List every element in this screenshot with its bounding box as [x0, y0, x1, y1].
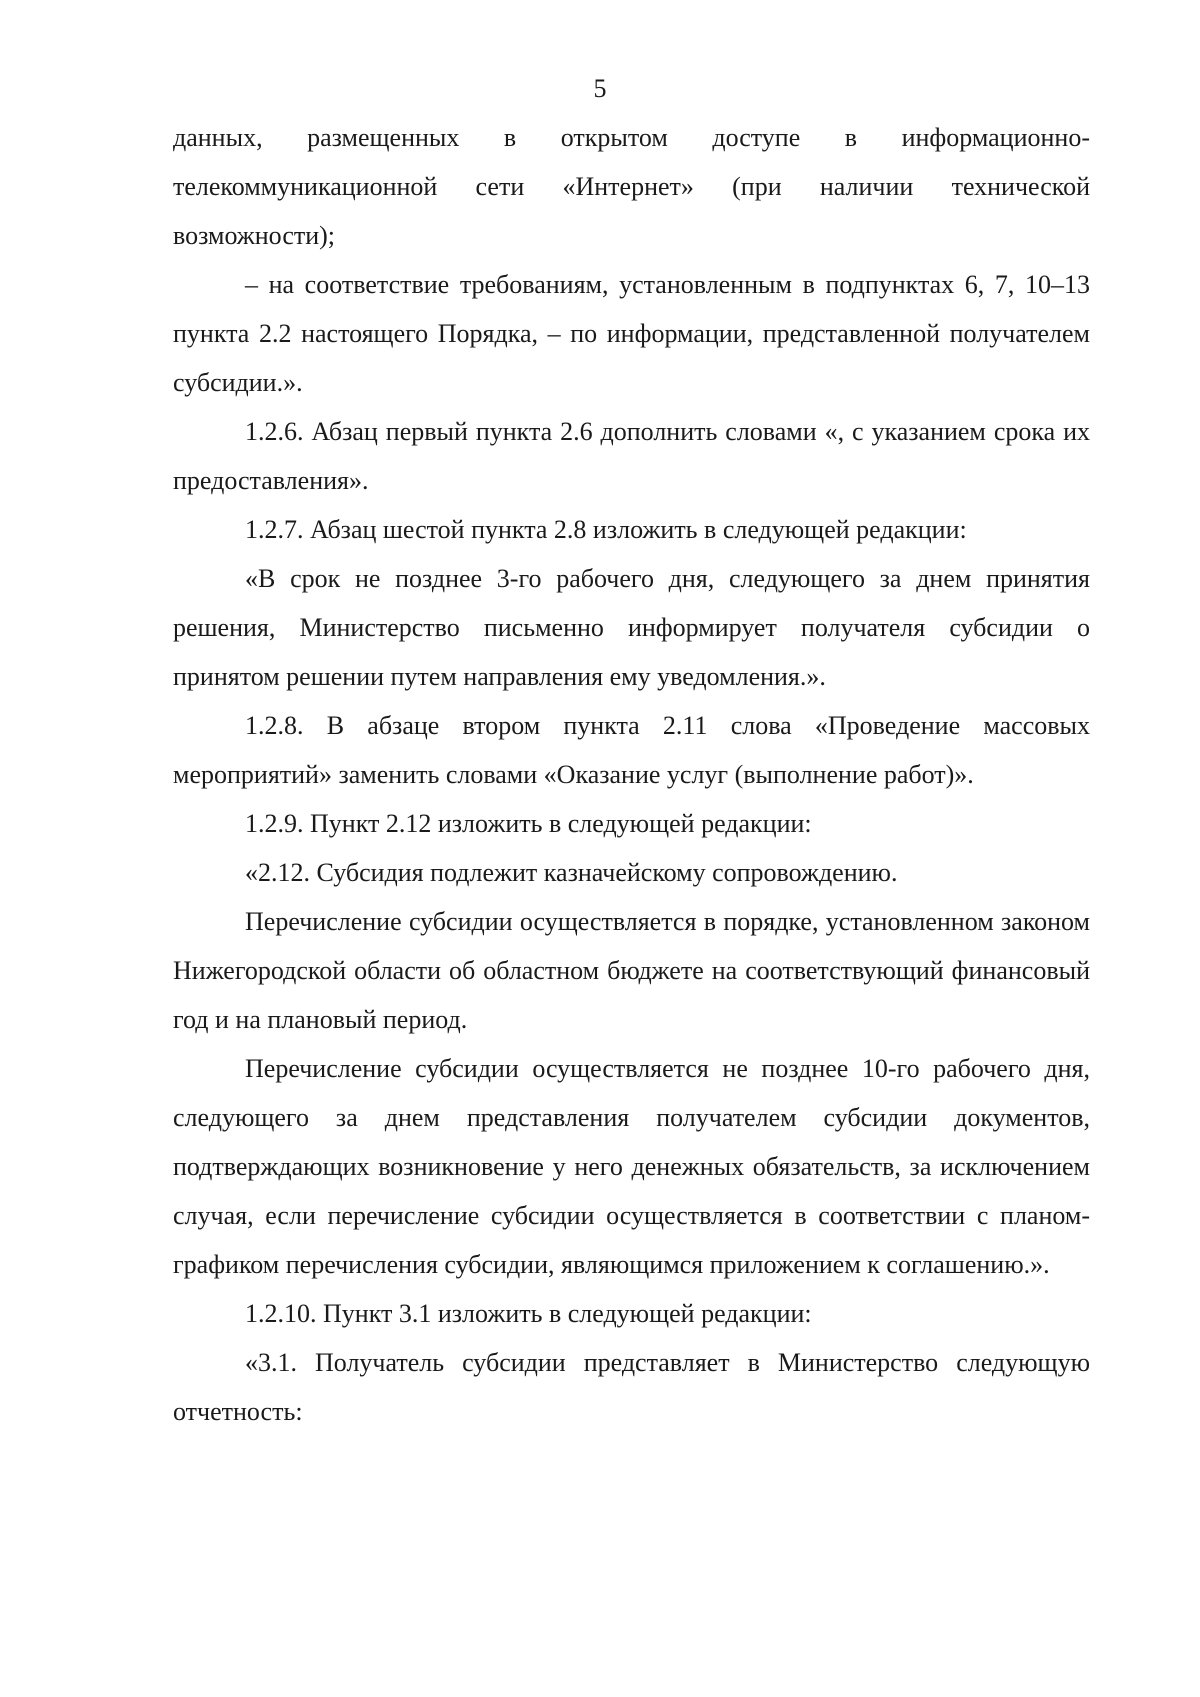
document-body [173, 113, 1090, 1436]
page-number: 5 [593, 74, 607, 103]
paragraph-1-2-7: 1.2.7. Абзац шестой пункта 2.8 изложить в следующей редакции: [245, 515, 967, 544]
paragraph-1-2-6: 1.2.6. Абзац первый пункта 2.6 дополнить словами «, с указанием срока их предоставления». [173, 417, 1090, 495]
paragraph-1-2-9: 1.2.9. Пункт 2.12 изложить в следующей редакции: [245, 809, 812, 838]
paragraph-1-2-7-quote: «В срок не позднее 3-го рабочего дня, следующего за днем принятия решения, Министерство письменно информирует получателя субсидии о принятом решении путем направления ему уведомления.». [173, 564, 1090, 691]
paragraph-3-1: «3.1. Получатель субсидии представляет в Министерство следующую отчетность: [173, 1348, 1090, 1426]
paragraph-1-2-10: 1.2.10. Пункт 3.1 изложить в следующей редакции: [245, 1299, 812, 1328]
paragraph-continuation: данных, размещенных в открытом доступе в информационно-телекоммуникационной сети «Интернет» (при наличии технической возможности); [173, 123, 1090, 250]
paragraph-2-12: «2.12. Субсидия подлежит казначейскому сопровождению. [245, 858, 898, 887]
paragraph-requirements-check: – на соответствие требованиям, установленным в подпунктах 6, 7, 10–13 пункта 2.2 настоящего Порядка, – по информации, представленной получателем субсидии.». [173, 270, 1090, 397]
paragraph-transfer-deadline: Перечисление субсидии осуществляется не позднее 10-го рабочего дня, следующего за днем представления получателем субсидии документов, подтверждающих возникновение у него денежных обязательств, за исключением случая, если перечисление субсидии осуществляется в соответствии с планом-графиком перечисления субсидии, являющимся приложением к соглашению.». [173, 1054, 1090, 1279]
paragraph-transfer-order: Перечисление субсидии осуществляется в порядке, установленном законом Нижегородской области об областном бюджете на соответствующий финансовый год и на плановый период. [173, 907, 1090, 1034]
paragraph-1-2-8: 1.2.8. В абзаце втором пункта 2.11 слова «Проведение массовых мероприятий» заменить словами «Оказание услуг (выполнение работ)». [173, 711, 1090, 789]
